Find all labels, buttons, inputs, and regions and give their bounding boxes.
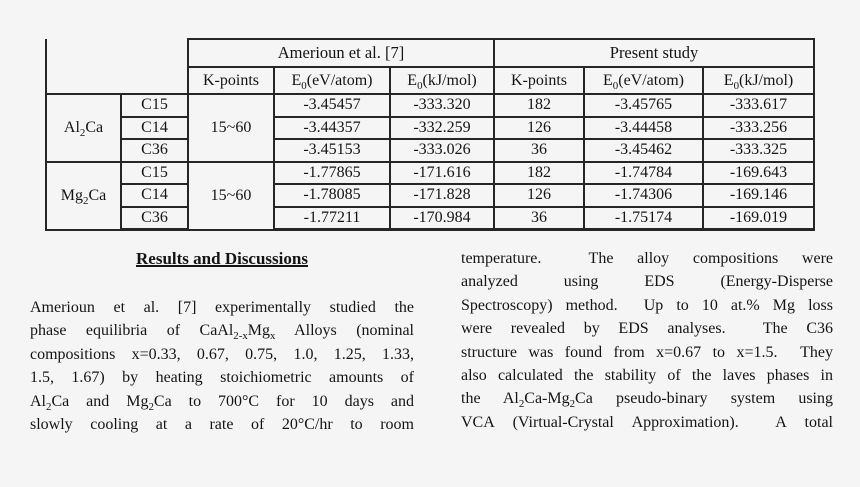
value-cell: 182 <box>494 162 584 185</box>
value-cell: -3.45457 <box>274 94 390 117</box>
structure-cell: C14 <box>121 184 188 207</box>
value-cell: -1.74784 <box>584 162 703 185</box>
value-cell: 36 <box>494 139 584 162</box>
compound-cell-mg2ca: $Mg_2Ca$ <box>46 162 121 230</box>
text-line: the $Al_2Ca-Mg_2Ca$ pseudo-binary system using <box>461 390 833 411</box>
value-cell: -333.026 <box>390 139 494 162</box>
value-cell: -333.325 <box>703 139 814 162</box>
text-line: VCA (Virtual-Crystal Approximation). A total <box>461 413 833 431</box>
value-cell: 126 <box>494 184 584 207</box>
text-line: phase equilibria of $CaAl_{2-x}Mg_x$ Alloys (nominal <box>30 322 414 343</box>
compound-cell-al2ca: $Al_2Ca$ <box>46 94 121 162</box>
value-cell: -1.75174 <box>584 207 703 230</box>
text-line: also calculated the stability of the laves phases in <box>461 366 833 384</box>
value-cell: -3.45765 <box>584 94 703 117</box>
col-header-ev-present: $E_0(eV/atom)$ <box>584 67 703 94</box>
table-section-amerioun: Amerioun et al. [7] <box>188 39 494 67</box>
value-cell: -169.643 <box>703 162 814 185</box>
value-cell: -3.44357 <box>274 117 390 140</box>
value-cell: -333.617 <box>703 94 814 117</box>
value-cell: 36 <box>494 207 584 230</box>
text-line: slowly cooling at a rate of 20°C/hr to room <box>30 415 414 433</box>
value-cell: -3.45462 <box>584 139 703 162</box>
structure-cell: C15 <box>121 94 188 117</box>
table-corner-cell <box>46 39 188 94</box>
col-header-kj-amerioun: $E_0(kJ/mol)$ <box>390 67 494 94</box>
value-cell: -169.146 <box>703 184 814 207</box>
value-cell: -170.984 <box>390 207 494 230</box>
kpoints-cell-amerioun: 15~60 <box>188 94 274 162</box>
section-heading: Results and Discussions <box>136 249 308 268</box>
energy-comparison-table <box>45 38 815 231</box>
text-line: compositions x=0.33, 0.67, 0.75, 1.0, 1.25, 1.33, <box>30 345 414 363</box>
structure-cell: C36 <box>121 139 188 162</box>
text-line: 1.5, 1.67) by heating stoichiometric amounts of <box>30 369 414 387</box>
value-cell: -171.828 <box>390 184 494 207</box>
col-header-kpoints-amerioun: K-points <box>188 67 274 94</box>
table-section-present: Present study <box>494 39 814 67</box>
structure-cell: C36 <box>121 207 188 230</box>
kpoints-cell-amerioun: 15~60 <box>188 162 274 230</box>
structure-cell: C14 <box>121 117 188 140</box>
col-header-kpoints-present: K-points <box>494 67 584 94</box>
col-header-ev-amerioun: $E_0(eV/atom)$ <box>274 67 390 94</box>
value-cell: -1.78085 <box>274 184 390 207</box>
value-cell: -1.74306 <box>584 184 703 207</box>
text-line: structure was found from x=0.67 to x=1.5. They <box>461 343 833 361</box>
value-cell: -169.019 <box>703 207 814 230</box>
text-line: Amerioun et al. [7] experimentally studied the <box>30 299 414 316</box>
text-line: $Al_2Ca$ and $Mg_2Ca$ to 700°C for 10 days and <box>30 392 414 413</box>
value-cell: -1.77211 <box>274 207 390 230</box>
col-header-kj-present: $E_0(kJ/mol)$ <box>703 67 814 94</box>
structure-cell: C15 <box>121 162 188 185</box>
value-cell: 126 <box>494 117 584 140</box>
value-cell: 182 <box>494 94 584 117</box>
right-text-column <box>461 247 833 434</box>
value-cell: -3.44458 <box>584 117 703 140</box>
text-line: analyzed using EDS (Energy-Disperse <box>461 273 833 291</box>
value-cell: -3.45153 <box>274 139 390 162</box>
left-text-column <box>30 247 414 436</box>
value-cell: -332.259 <box>390 117 494 140</box>
value-cell: -171.616 <box>390 162 494 185</box>
value-cell: -333.320 <box>390 94 494 117</box>
value-cell: -333.256 <box>703 117 814 140</box>
text-line: temperature. The alloy compositions were <box>461 250 833 267</box>
text-line: Spectroscopy) method. Up to 10 at.% Mg loss <box>461 296 833 314</box>
value-cell: -1.77865 <box>274 162 390 185</box>
text-line: were revealed by EDS analyses. The C36 <box>461 320 833 338</box>
